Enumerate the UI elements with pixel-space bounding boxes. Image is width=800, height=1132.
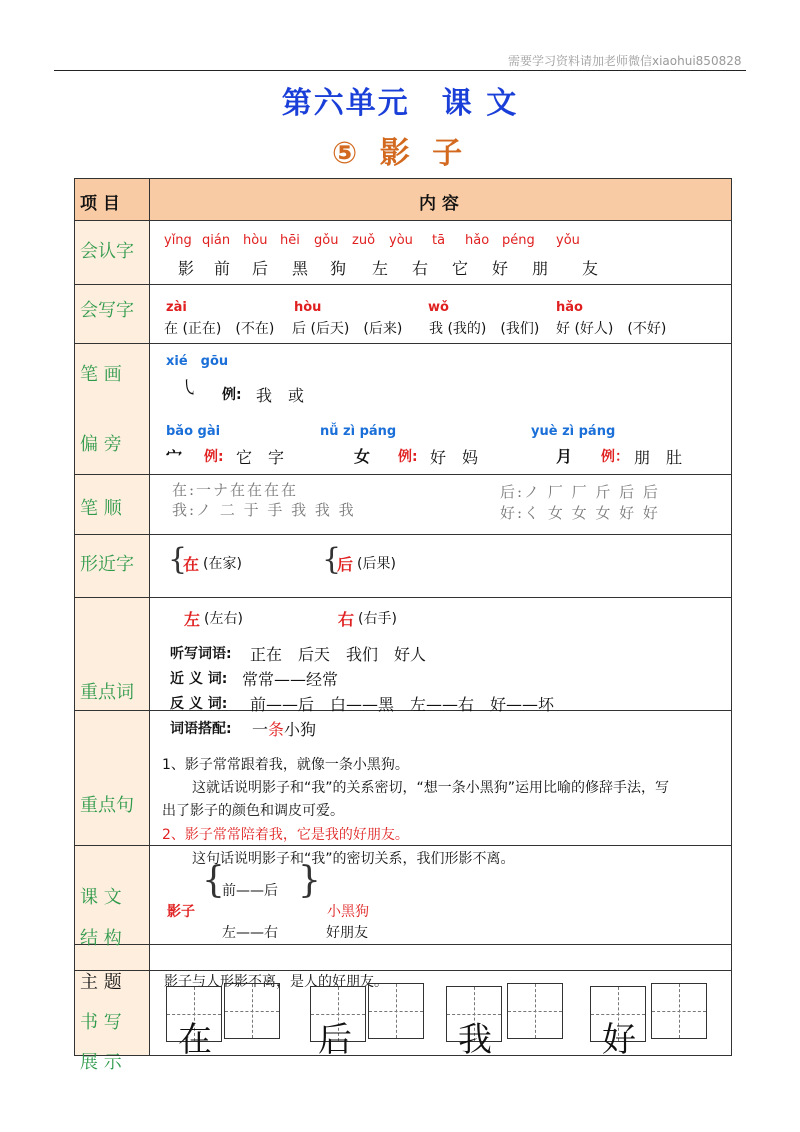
sentence-explain: 出了影子的颜色和调皮可爱。 bbox=[162, 803, 344, 819]
row-label-shuxie: 书 写 bbox=[80, 1012, 122, 1033]
fanyi-words: 前——后 白——黑 左——右 好——坏 bbox=[250, 695, 555, 714]
xiezi-words: 好 (好人) (不好) bbox=[556, 321, 667, 337]
hanzi: 右 bbox=[412, 259, 429, 278]
pinyin: yuè zì páng bbox=[531, 424, 616, 439]
theme-text: 影子与人形影不离，是人的好朋友。 bbox=[164, 974, 388, 990]
pinyin: nǚ zì páng bbox=[320, 424, 397, 439]
lesson-title: ⑤ 影 子 bbox=[331, 136, 469, 171]
sentence-explain: 这句话说明影子和“我”的密切关系，我们形影不离。 bbox=[192, 851, 515, 867]
pinyin: zuǒ bbox=[352, 233, 376, 248]
stroke-order: 在:一ナ在在在在 bbox=[172, 481, 299, 499]
stroke-order: 后:ノ 厂 厂 斤 后 后 bbox=[500, 483, 660, 501]
hanzi: 好 bbox=[492, 259, 509, 278]
brace: { bbox=[202, 860, 225, 901]
similar-char: 在 bbox=[183, 555, 200, 574]
pinyin: hǎo bbox=[556, 300, 583, 315]
writing-char: 我 bbox=[458, 1020, 492, 1060]
hanzi: 它 bbox=[452, 259, 469, 278]
dapei-part: 一 bbox=[252, 720, 269, 739]
pinyin: péng bbox=[502, 233, 535, 248]
row-label-bihua: 笔 画 bbox=[80, 364, 122, 385]
hanzi: 左 bbox=[372, 259, 389, 278]
example-label: 例： bbox=[601, 449, 629, 465]
brace: { bbox=[168, 542, 188, 577]
structure-root: 影子 bbox=[167, 904, 195, 920]
pinyin: tā bbox=[432, 233, 446, 248]
row-label-zhongdianju: 重点句 bbox=[80, 795, 134, 816]
pinyin: zài bbox=[166, 300, 187, 315]
row-label-bishun: 笔 顺 bbox=[80, 498, 122, 519]
header-content: 内 容 bbox=[419, 194, 459, 214]
writing-grid bbox=[651, 983, 707, 1039]
pinyin: yòu bbox=[389, 233, 413, 248]
pinyin: hòu bbox=[294, 300, 322, 315]
hanzi: 友 bbox=[582, 259, 599, 278]
similar-char: 右 bbox=[338, 610, 355, 629]
similar-word: (后果) bbox=[357, 556, 396, 572]
similar-char: 后 bbox=[337, 555, 354, 574]
pinyin: hòu bbox=[243, 233, 268, 248]
dapei-label: 词语搭配: bbox=[170, 721, 232, 737]
row-divider bbox=[74, 944, 732, 945]
tingxie-label: 听写词语: bbox=[170, 646, 232, 662]
similar-char: 左 bbox=[184, 610, 201, 629]
stroke-glyph: ㇂ bbox=[180, 378, 198, 399]
dapei-part: 小狗 bbox=[284, 720, 317, 739]
hanzi: 后 bbox=[252, 259, 269, 278]
row-divider bbox=[74, 597, 732, 598]
example-chars: 朋 肚 bbox=[634, 448, 683, 467]
header-item: 项 目 bbox=[80, 194, 120, 214]
key-sentence: 1、影子常常跟着我，就像一条小黑狗。 bbox=[162, 757, 409, 773]
watermark: 需要学习资料请加老师微信xiaohui850828 bbox=[508, 54, 742, 68]
structure-item: 好朋友 bbox=[326, 925, 368, 941]
key-sentence: 2、影子常常陪着我，它是我的好朋友。 bbox=[162, 827, 409, 843]
header-rule bbox=[54, 70, 746, 71]
row-divider bbox=[74, 343, 732, 344]
dapei-highlight: 条 bbox=[268, 720, 285, 739]
page-title: 第六单元 课 文 bbox=[281, 86, 519, 121]
pinyin: yǒu bbox=[556, 233, 580, 248]
hanzi: 朋 bbox=[532, 259, 549, 278]
pinyin: qián bbox=[202, 233, 231, 248]
pinyin: yǐng bbox=[164, 233, 192, 248]
example-chars: 我 或 bbox=[256, 386, 305, 405]
jinyi-label: 近 义 词: bbox=[170, 671, 228, 687]
row-label-zhuti: 主 题 bbox=[80, 972, 122, 993]
row-label-pianpang: 偏 旁 bbox=[80, 434, 122, 455]
row-label-jiegou-b: 结 构 bbox=[80, 928, 122, 949]
pinyin: xié gōu bbox=[166, 354, 229, 369]
xiezi-words: 我 (我的) (我们) bbox=[429, 321, 540, 337]
row-label-jiegou-a: 课 文 bbox=[80, 887, 122, 908]
fanyi-label: 反 义 词: bbox=[170, 696, 228, 712]
structure-item: 左——右 bbox=[222, 925, 278, 941]
similar-word: (右手) bbox=[358, 611, 397, 627]
row-label-xiezi: 会写字 bbox=[80, 300, 134, 321]
radical: 女 bbox=[354, 447, 371, 466]
similar-word: (在家) bbox=[203, 556, 242, 572]
writing-grid bbox=[507, 983, 563, 1039]
hanzi: 影 bbox=[178, 259, 195, 278]
writing-char: 在 bbox=[178, 1020, 212, 1060]
pinyin: bǎo gài bbox=[166, 424, 221, 439]
stroke-order: 好:く 女 女 女 好 好 bbox=[500, 504, 660, 522]
row-divider bbox=[74, 284, 732, 285]
sentence-explain: 这就话说明影子和“我”的关系密切，“想一条小黑狗”运用比喻的修辞手法，写 bbox=[192, 780, 670, 796]
xiezi-words: 在 (正在) (不在) bbox=[164, 321, 275, 337]
row-divider bbox=[74, 845, 732, 846]
jinyi-words: 常常——经常 bbox=[242, 670, 339, 689]
example-label: 例: bbox=[204, 449, 224, 465]
radical: 月 bbox=[556, 447, 573, 466]
structure-item: 前——后 bbox=[222, 883, 278, 899]
xiezi-words: 后 (后天) (后来) bbox=[292, 321, 403, 337]
row-divider bbox=[74, 474, 732, 475]
radical: 宀 bbox=[166, 447, 183, 466]
similar-word: (左右) bbox=[204, 611, 243, 627]
structure-item: 小黑狗 bbox=[327, 904, 369, 920]
row-label-renzi: 会认字 bbox=[80, 241, 134, 262]
row-label-zhanshi: 展 示 bbox=[80, 1052, 122, 1073]
column-divider bbox=[149, 178, 150, 1056]
row-label-zhongdianci: 重点词 bbox=[80, 682, 134, 703]
example-label: 例: bbox=[222, 387, 242, 403]
pinyin: gǒu bbox=[314, 233, 339, 248]
pinyin: hēi bbox=[280, 233, 300, 248]
example-chars: 它 字 bbox=[236, 448, 285, 467]
row-divider bbox=[74, 220, 732, 221]
row-label-xingjin: 形近字 bbox=[80, 554, 134, 575]
tingxie-words: 正在 后天 我们 好人 bbox=[250, 645, 427, 664]
example-label: 例: bbox=[398, 449, 418, 465]
writing-grid bbox=[368, 983, 424, 1039]
brace: } bbox=[298, 860, 321, 901]
writing-char: 好 bbox=[602, 1020, 636, 1060]
hanzi: 黑 bbox=[292, 259, 309, 278]
brace: { bbox=[322, 542, 342, 577]
row-divider bbox=[74, 534, 732, 535]
pinyin: hǎo bbox=[465, 233, 490, 248]
hanzi: 前 bbox=[214, 259, 231, 278]
writing-grid bbox=[224, 983, 280, 1039]
writing-char: 后 bbox=[318, 1020, 352, 1060]
stroke-order: 我:ノ 二 于 手 我 我 我 bbox=[172, 501, 356, 519]
hanzi: 狗 bbox=[330, 259, 347, 278]
example-chars: 好 妈 bbox=[430, 448, 479, 467]
pinyin: wǒ bbox=[428, 300, 449, 315]
